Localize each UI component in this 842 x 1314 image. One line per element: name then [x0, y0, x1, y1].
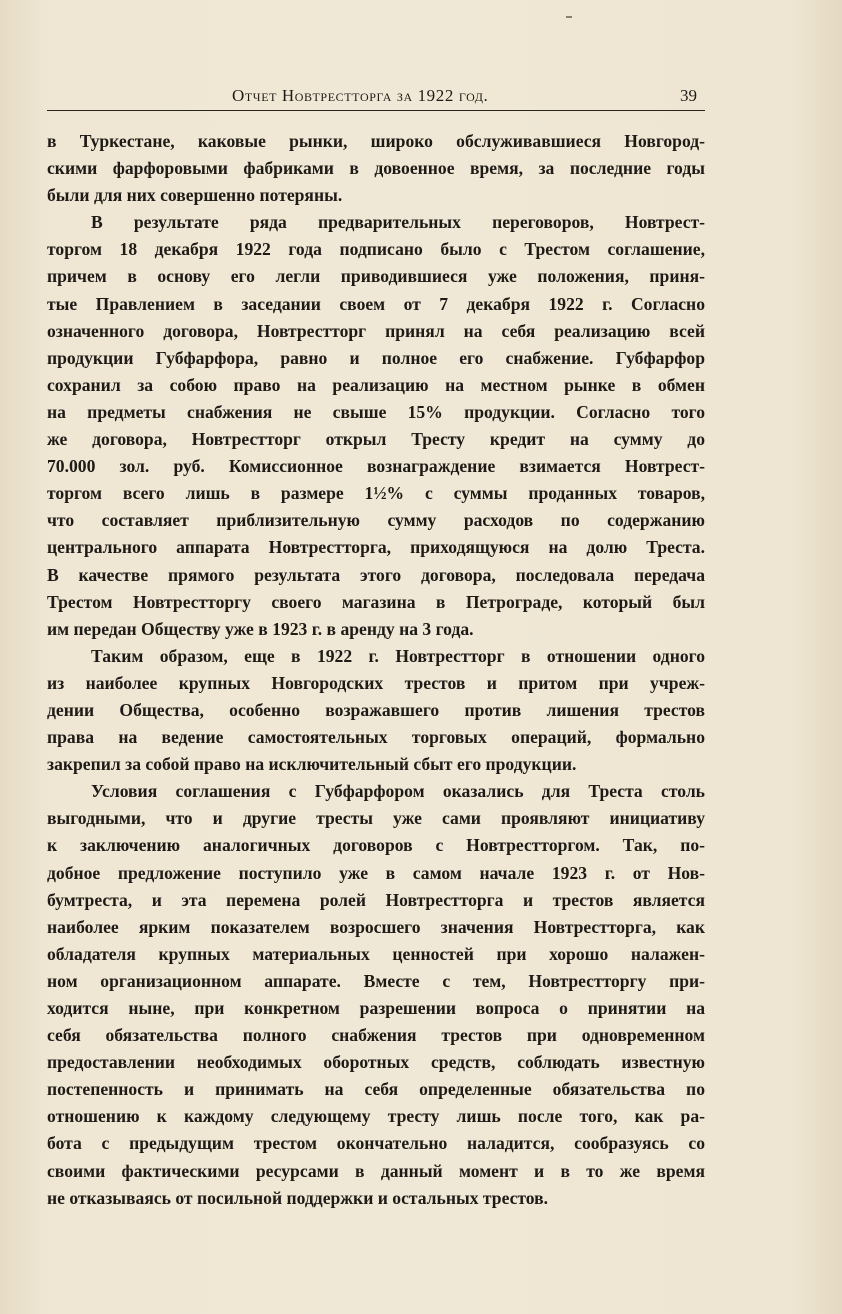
text-line: права на ведение самостоятельных торговых операций, формально — [47, 727, 705, 748]
header-title-year: 1922 — [417, 86, 454, 105]
text-line: были для них совершенно потеряны. — [47, 185, 343, 206]
text-line: отношению к каждому следующему тресту лишь после того, как ра- — [47, 1106, 705, 1127]
header-title-part2: год. — [458, 86, 489, 105]
paragraph-start-line: В результате ряда предварительных переговоров, Новтрест- — [91, 212, 705, 233]
text-line: В качестве прямого результата этого договора, последовала передача — [47, 564, 705, 585]
page-speck — [566, 16, 572, 18]
text-line: себя обязательства полного снабжения трестов при одновременном — [47, 1025, 705, 1046]
text-line: на предметы снабжения не свыше 15% продукции. Согласно того — [47, 401, 705, 422]
header-title-part1: Отчет Новтрестторга за — [232, 86, 413, 105]
text-line: ном организационном аппарате. Вместе с тем, Новтрестторгу при- — [47, 970, 705, 991]
text-line: к заключению аналогичных договоров с Новтрестторгом. Так, по- — [47, 835, 705, 856]
running-header — [47, 86, 707, 112]
text-line: в Туркестане, каковые рынки, широко обслуживавшиеся Новгород- — [47, 131, 705, 151]
header-title — [232, 86, 488, 106]
text-line: из наиболее крупных Новгородских трестов и притом при учреж- — [47, 672, 705, 693]
page-number: 39 — [680, 86, 697, 105]
text-line: же договора, Новтрестторг открыл Тресту кредит на сумму до — [47, 429, 705, 450]
text-line: закрепил за собой право на исключительный сбыт его продукции. — [47, 754, 577, 775]
text-line: добное предложение поступило уже в самом начале 1923 г. от Нов- — [47, 862, 705, 883]
text-line: означенного договора, Новтрестторг принял на себя реализацию всей — [47, 320, 705, 341]
text-line: постепенность и принимать на себя определенные обязательства по — [47, 1079, 705, 1100]
text-line: бумтреста, и эта перемена ролей Новтрестторга и трестов является — [47, 889, 705, 910]
text-line: сохранил за собою право на реализацию на местном рынке в обмен — [47, 374, 705, 395]
text-line: им передан Обществу уже в 1923 г. в аренду на 3 года. — [47, 618, 474, 639]
text-line: причем в основу его легли приводившиеся уже положения, приня- — [47, 266, 705, 287]
text-line: что составляет приблизительную сумму расходов по содержанию — [47, 510, 705, 531]
text-line: своими фактическими ресурсами в данный момент и в то же время — [47, 1160, 705, 1181]
text-line: центрального аппарата Новтрестторга, приходящуюся на долю Треста. — [47, 537, 705, 558]
text-line: дении Общества, особенно возражавшего против лишения трестов — [47, 699, 705, 720]
text-line: Трестом Новтрестторгу своего магазина в Петрограде, который был — [47, 591, 705, 612]
text-line: скими фарфоровыми фабриками в довоенное время, за последние годы — [47, 158, 705, 179]
text-line: тые Правлением в заседании своем от 7 декабря 1922 г. Согласно — [47, 293, 705, 314]
text-line: бота с предыдущим трестом окончательно наладится, сообразуясь со — [47, 1133, 705, 1154]
text-line: наиболее ярким показателем возросшего значения Новтрестторга, как — [47, 916, 705, 937]
text-line: обладателя крупных материальных ценностей при хорошо налажен- — [47, 943, 705, 964]
text-line: ходится ныне, при конкретном разрешении вопроса о принятии на — [47, 998, 705, 1018]
paragraph-start-line: Таким образом, еще в 1922 г. Новтрестторг в отношении одного — [91, 645, 705, 666]
paragraph-start-line: Условия соглашения с Губфарфором оказались для Треста столь — [91, 781, 705, 802]
text-line: выгодными, что и другие тресты уже сами проявляют инициативу — [47, 808, 705, 829]
text-line: предоставлении необходимых оборотных средств, соблюдать известную — [47, 1052, 705, 1073]
text-line: торгом всего лишь в размере 1½% с суммы проданных товаров, — [47, 483, 705, 504]
header-rule — [47, 110, 705, 111]
body-text — [47, 128, 705, 1212]
text-line: продукции Губфарфора, равно и полное его снабжение. Губфарфор — [47, 347, 705, 368]
text-line: не отказываясь от посильной поддержки и остальных трестов. — [47, 1187, 549, 1208]
text-line: торгом 18 декабря 1922 года подписано было с Трестом соглашение, — [47, 239, 705, 260]
text-line: 70.000 зол. руб. Комиссионное вознаграждение взимается Новтрест- — [47, 456, 705, 477]
